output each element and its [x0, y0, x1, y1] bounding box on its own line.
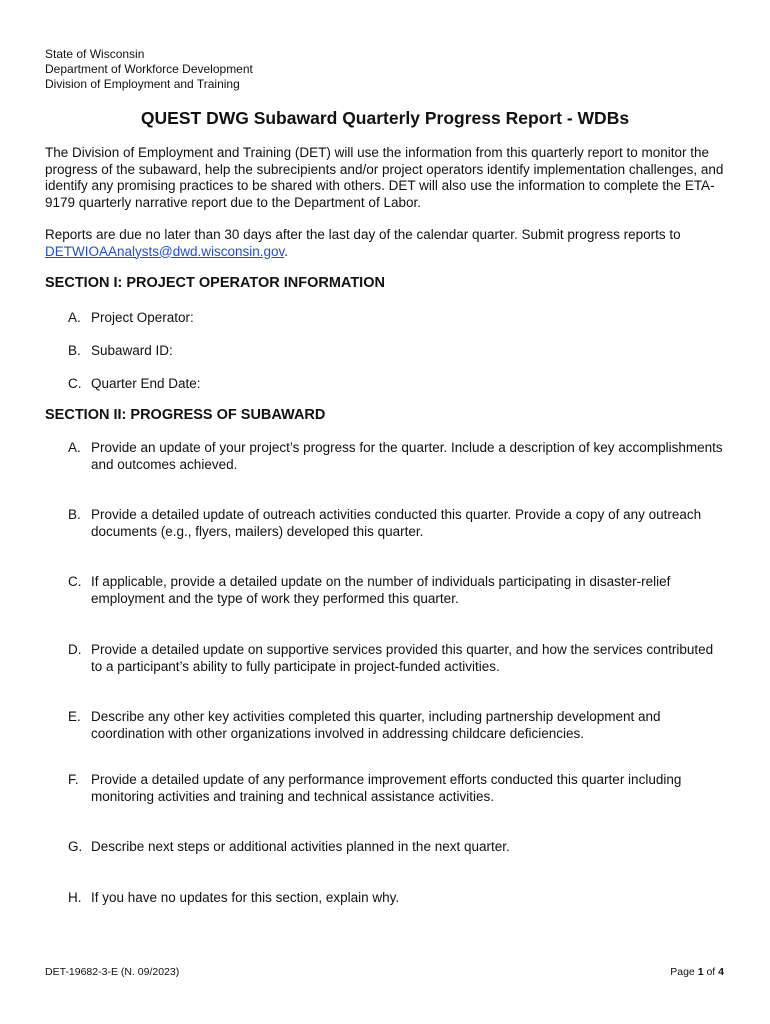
- item-letter: B.: [68, 507, 81, 522]
- page-total: 4: [718, 966, 724, 978]
- item-letter: A.: [68, 310, 81, 325]
- form-number: DET-19682-3-E (N. 09/2023): [45, 966, 180, 978]
- item-text: If you have no updates for this section, explain why.: [91, 890, 400, 905]
- item-letter: H.: [68, 890, 82, 905]
- section-2-item-e: [68, 709, 728, 742]
- item-text: Provide a detailed update on supportive services provided this quarter, and how the services contributed to a participant’s ability to fully participate in project-funded activities.: [91, 642, 714, 674]
- item-letter: B.: [68, 343, 81, 358]
- section-1-item-c: [68, 376, 728, 393]
- intro-paragraph: The Division of Employment and Training (DET) will use the information from this quarterly report to monitor the progress of the subaward, help the subrecipients and/or project operators identify implementation challenges, and identify any promising practices to be shared with others. DET will also use the information to complete the ETA-9179 quarterly narrative report due to the Department of Labor.: [45, 145, 724, 210]
- item-text: Provide a detailed update of outreach activities conducted this quarter. Provide a copy of any outreach documents (e.g., flyers, mailers) developed this quarter.: [91, 507, 702, 539]
- item-letter: C.: [68, 574, 82, 589]
- section-1-item-b: [68, 343, 728, 360]
- due-date-period: .: [284, 243, 289, 259]
- item-text: Provide a detailed update of any performance improvement efforts conducted this quarter including monitoring activities and training and technical assistance activities.: [91, 772, 682, 804]
- page-of: of: [706, 966, 716, 978]
- item-letter: D.: [68, 642, 82, 657]
- due-date-paragraph: [45, 227, 730, 260]
- page-indicator: [670, 966, 724, 978]
- report-title: QUEST DWG Subaward Quarterly Progress Report - WDBs: [140, 108, 630, 128]
- section-2-item-b: [68, 507, 728, 540]
- item-letter: G.: [68, 839, 83, 854]
- section-2-item-f: [68, 772, 728, 805]
- page-current: 1: [697, 966, 704, 978]
- section-1-item-a: [68, 310, 728, 327]
- due-date-text: Reports are due no later than 30 days after the last day of the calendar quarter. Submit progress reports to: [45, 227, 681, 242]
- agency-header: [45, 47, 253, 92]
- item-letter: E.: [68, 709, 81, 724]
- section-2-item-g: [68, 839, 728, 856]
- submission-email-link[interactable]: DETWIOAAnalysts@dwd.wisconsin.gov: [45, 243, 285, 259]
- item-letter: F.: [68, 772, 79, 787]
- section-2-heading: SECTION II: PROGRESS OF SUBAWARD: [45, 407, 326, 423]
- section-1-heading: SECTION I: PROJECT OPERATOR INFORMATION: [45, 275, 385, 291]
- section-2-item-h: [68, 890, 728, 907]
- agency-line-department: Department of Workforce Development: [45, 62, 253, 76]
- item-text: Describe any other key activities completed this quarter, including partnership development and coordination with other organizations involved in addressing childcare deficiencies.: [91, 709, 661, 741]
- section-2-item-d: [68, 642, 728, 675]
- item-letter: A.: [68, 440, 81, 455]
- item-letter: C.: [68, 376, 82, 391]
- agency-line-state: State of Wisconsin: [45, 47, 145, 61]
- section-2-item-c: [68, 574, 728, 607]
- item-text: Provide an update of your project’s progress for the quarter. Include a description of key accomplishments and outcomes achieved.: [91, 440, 723, 472]
- agency-line-division: Division of Employment and Training: [45, 77, 240, 91]
- page-label: Page: [670, 966, 695, 978]
- item-text: Subaward ID:: [91, 343, 173, 358]
- item-text: Describe next steps or additional activities planned in the next quarter.: [91, 839, 510, 854]
- item-text: Quarter End Date:: [91, 376, 201, 391]
- item-text: Project Operator:: [91, 310, 194, 325]
- item-text: If applicable, provide a detailed update on the number of individuals participating in disaster-relief employment and the type of work they performed this quarter.: [91, 574, 671, 606]
- section-2-item-a: [68, 440, 728, 473]
